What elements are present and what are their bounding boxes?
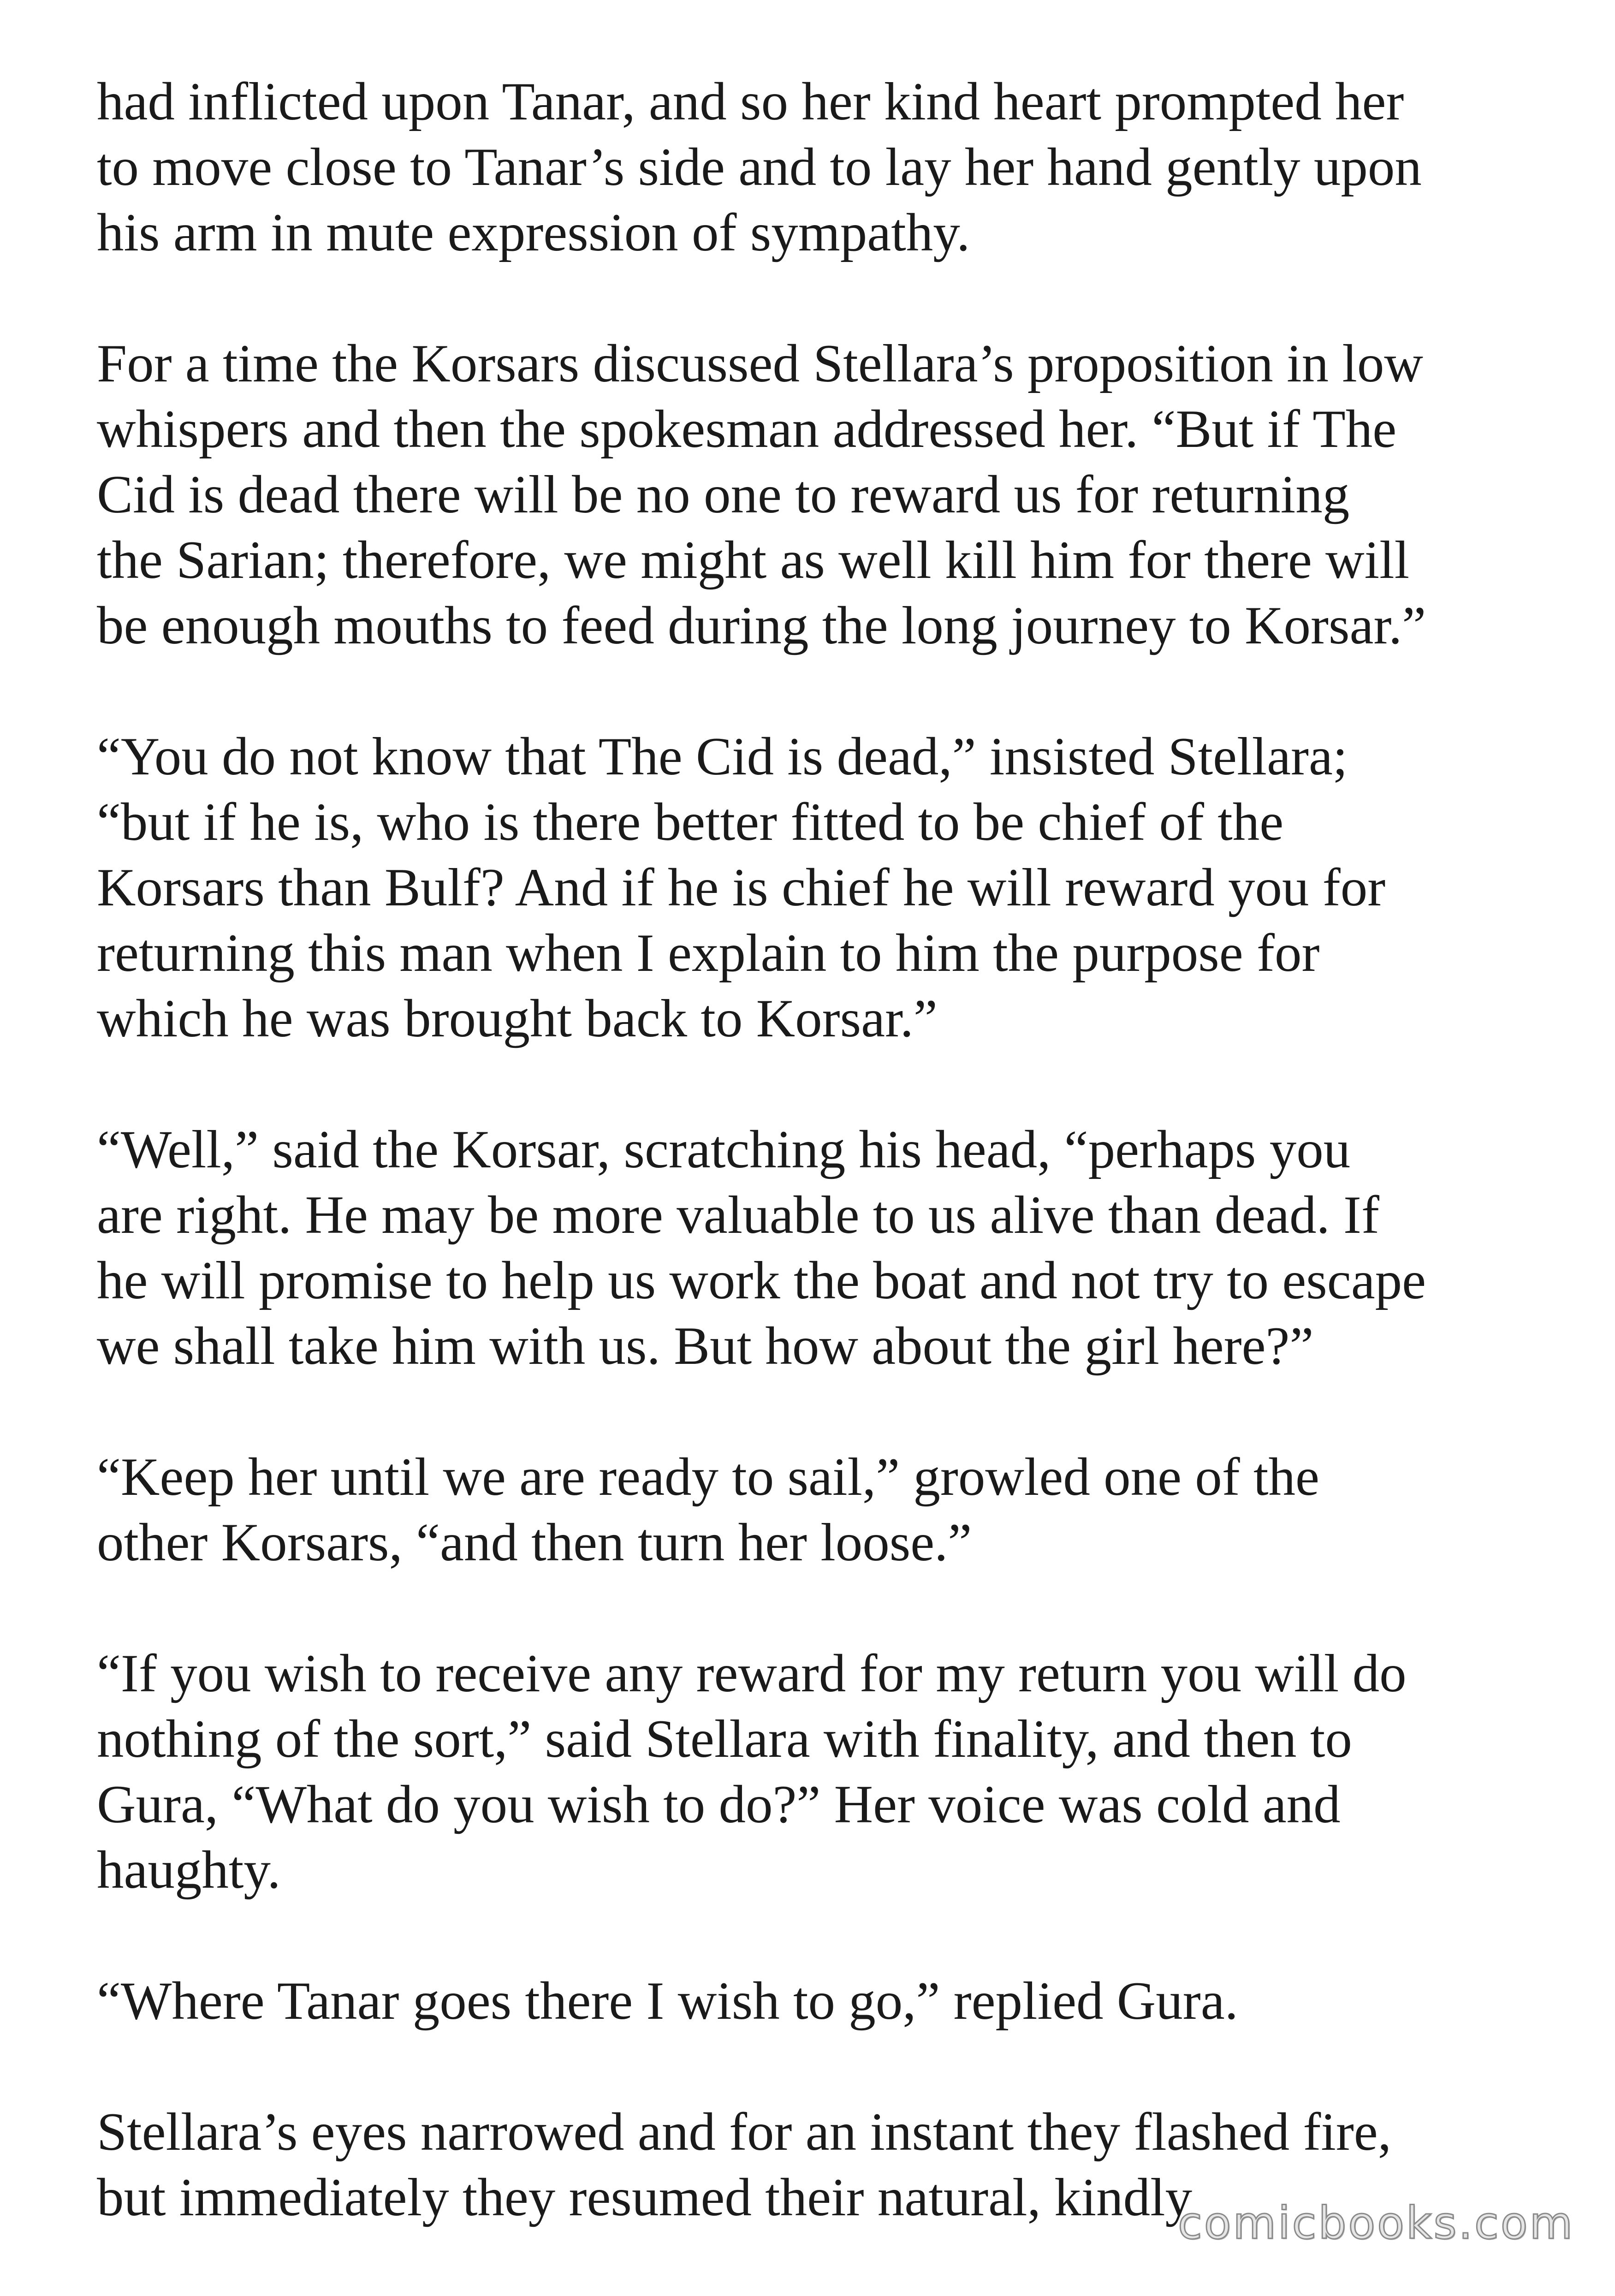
- text-line: returning this man when I explain to him the purpose for: [97, 923, 1320, 983]
- paragraph: [97, 1641, 1545, 1903]
- text-line: to move close to Tanar’s side and to lay her hand gently upon: [97, 137, 1422, 197]
- paragraph: [97, 69, 1545, 266]
- text-line: had inflicted upon Tanar, and so her kind heart prompted her: [97, 72, 1404, 131]
- text-line: which he was brought back to Korsar.”: [97, 989, 938, 1048]
- text-line: he will promise to help us work the boat and not try to escape: [97, 1251, 1426, 1310]
- text-line: other Korsars, “and then turn her loose.”: [97, 1513, 972, 1572]
- watermark-logo: comicbooks.com: [1177, 2197, 1574, 2249]
- text-line: whispers and then the spokesman addressed her. “But if The: [97, 399, 1397, 459]
- paragraph: [97, 724, 1545, 1052]
- paragraph: [97, 331, 1545, 659]
- text-line: “You do not know that The Cid is dead,” insisted Stellara;: [97, 727, 1348, 786]
- text-line: be enough mouths to feed during the long journey to Korsar.”: [97, 596, 1426, 655]
- text-line: are right. He may be more valuable to us alive than dead. If: [97, 1185, 1379, 1245]
- text-line: “Where Tanar goes there I wish to go,” replied Gura.: [97, 1971, 1238, 2031]
- text-line: Cid is dead there will be no one to reward us for returning: [97, 465, 1350, 524]
- text-line: we shall take him with us. But how about the girl here?”: [97, 1316, 1314, 1376]
- text-line: nothing of the sort,” said Stellara with finality, and then to: [97, 1709, 1352, 1769]
- text-line: “If you wish to receive any reward for my return you will do: [97, 1644, 1407, 1703]
- text-line: Stellara’s eyes narrowed and for an instant they flashed fire,: [97, 2102, 1391, 2162]
- body-text: [97, 69, 1545, 2296]
- text-line: haughty.: [97, 1840, 281, 1900]
- text-line: the Sarian; therefore, we might as well kill him for there will: [97, 530, 1410, 590]
- paragraph: [97, 1445, 1545, 1576]
- paragraph: [97, 1969, 1545, 2034]
- text-line: Korsars than Bulf? And if he is chief he will reward you for: [97, 858, 1386, 917]
- text-line: “Keep her until we are ready to sail,” growled one of the: [97, 1447, 1319, 1507]
- text-line: but immediately they resumed their natural, kindly: [97, 2168, 1193, 2227]
- text-line: “but if he is, who is there better fitted to be chief of the: [97, 792, 1284, 852]
- text-line: “Well,” said the Korsar, scratching his head, “perhaps you: [97, 1120, 1351, 1179]
- text-line: his arm in mute expression of sympathy.: [97, 203, 970, 262]
- text-line: Gura, “What do you wish to do?” Her voice was cold and: [97, 1775, 1341, 1834]
- text-line: For a time the Korsars discussed Stellara’s proposition in low: [97, 334, 1423, 393]
- paragraph: [97, 1117, 1545, 1379]
